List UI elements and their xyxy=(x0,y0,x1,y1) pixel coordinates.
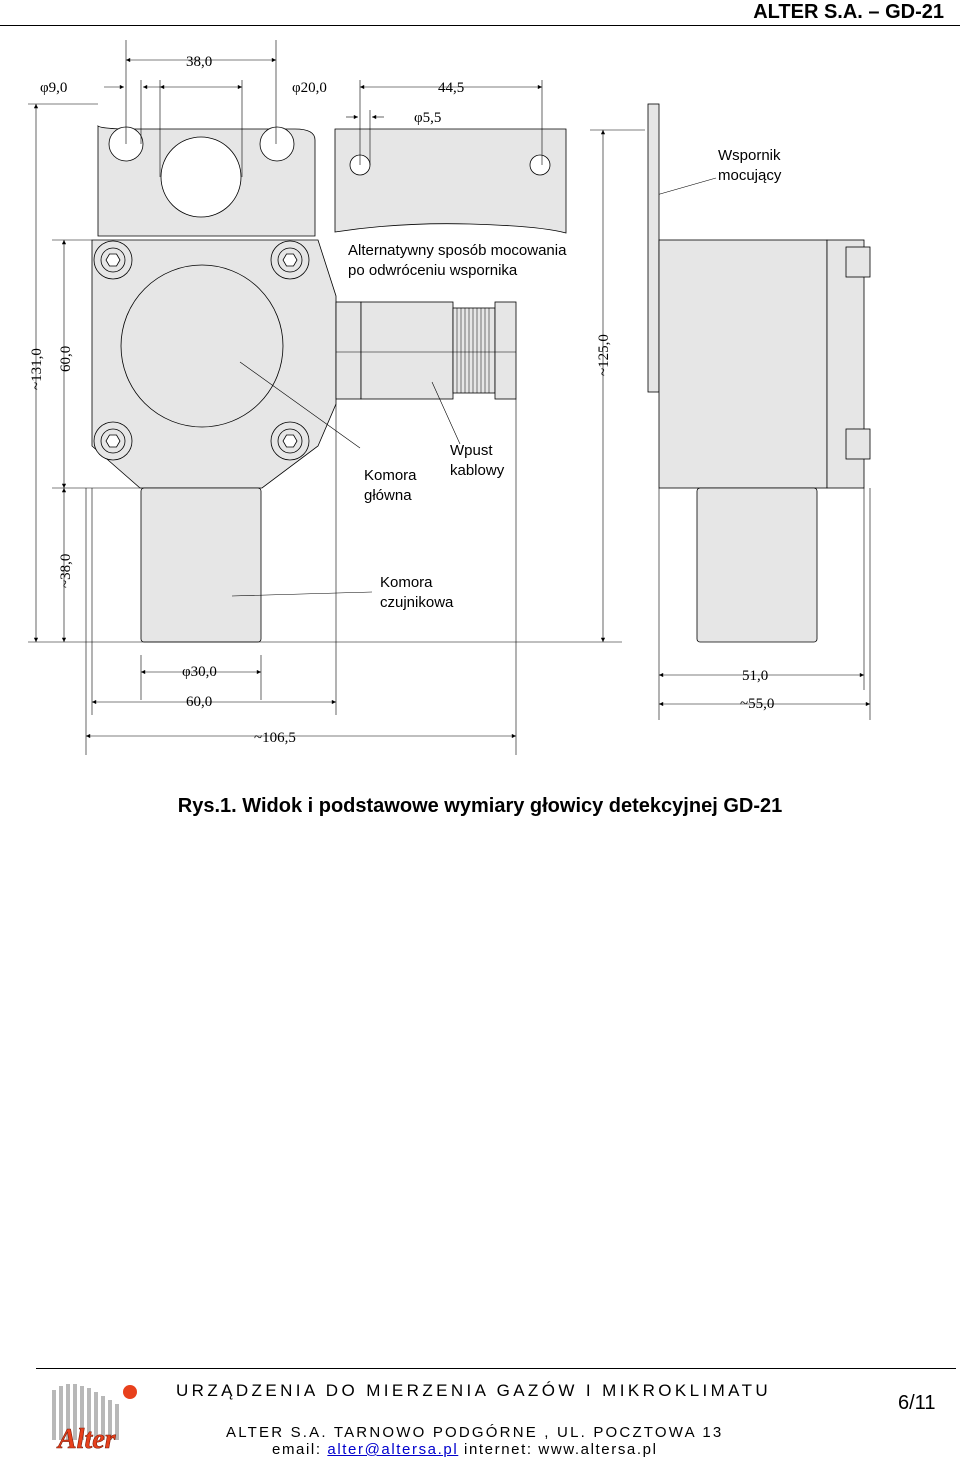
alt-bracket xyxy=(335,129,566,233)
dim-55: ~55,0 xyxy=(740,696,775,712)
side-bracket xyxy=(648,104,659,392)
alt-bracket-hole-right xyxy=(530,155,550,175)
dim-phi30: φ30,0 xyxy=(182,664,217,680)
page-number: 6/11 xyxy=(898,1392,936,1414)
label-alternatywny: Alternatywny sposób mocowania po odwróceniu wspornika xyxy=(348,242,567,279)
dim-51: 51,0 xyxy=(742,668,769,684)
dim-60-horizontal: 60,0 xyxy=(186,694,213,710)
bolt-top-right xyxy=(271,241,309,279)
dim-38: 38,0 xyxy=(186,54,213,70)
dim-125: ~125,0 xyxy=(596,334,612,376)
dim-phi5-5: φ5,5 xyxy=(414,110,442,126)
figure-caption: Rys.1. Widok i podstawowe wymiary głowicy detekcyjnej GD-21 xyxy=(177,795,783,817)
internet-text: internet: www.altersa.pl xyxy=(458,1441,658,1458)
side-housing xyxy=(659,240,827,488)
alter-logo xyxy=(48,1382,144,1461)
bracket-hole-right xyxy=(260,127,294,161)
header-divider xyxy=(0,25,960,26)
label-komora-glowna: Komora główna xyxy=(364,467,417,504)
side-sensor xyxy=(697,488,817,642)
label-wspornik: Wspornik mocujący xyxy=(718,147,782,184)
bolt-bottom-right xyxy=(271,422,309,460)
svg-text:Alter: Alter xyxy=(58,1424,116,1455)
header-title: ALTER S.A. – GD-21 xyxy=(753,1,944,23)
dim-phi20: φ20,0 xyxy=(292,80,327,96)
bolt-top-left xyxy=(94,241,132,279)
footer-tagline: URZĄDZENIA DO MIERZENIA GAZÓW I MIKROKLIMATU xyxy=(176,1381,772,1400)
footer-contact xyxy=(272,1441,658,1458)
sensor-chamber xyxy=(141,488,261,642)
footer-address: ALTER S.A. TARNOWO PODGÓRNE , UL. POCZTOWA 13 xyxy=(226,1424,724,1441)
email-link[interactable]: alter@altersa.pl xyxy=(327,1441,459,1458)
technical-drawing xyxy=(0,28,960,788)
dim-106-5: ~106,5 xyxy=(254,730,296,746)
dim-44-5: 44,5 xyxy=(438,80,465,96)
label-wpust: Wpust kablowy xyxy=(450,442,505,479)
bracket-hole-center xyxy=(161,137,241,217)
chamber-cover xyxy=(121,265,283,427)
dim-phi9: φ9,0 xyxy=(40,80,68,96)
label-komora-czujnikowa: Komora czujnikowa xyxy=(380,574,454,611)
dim-60-vertical: 60,0 xyxy=(58,345,74,372)
dim-38-vertical: ~38,0 xyxy=(58,553,74,588)
bolt-bottom-left xyxy=(94,422,132,460)
email-label: email: xyxy=(272,1441,328,1458)
footer-divider xyxy=(36,1368,956,1369)
cable-gland xyxy=(336,302,516,399)
dim-131: ~131,0 xyxy=(29,348,45,390)
